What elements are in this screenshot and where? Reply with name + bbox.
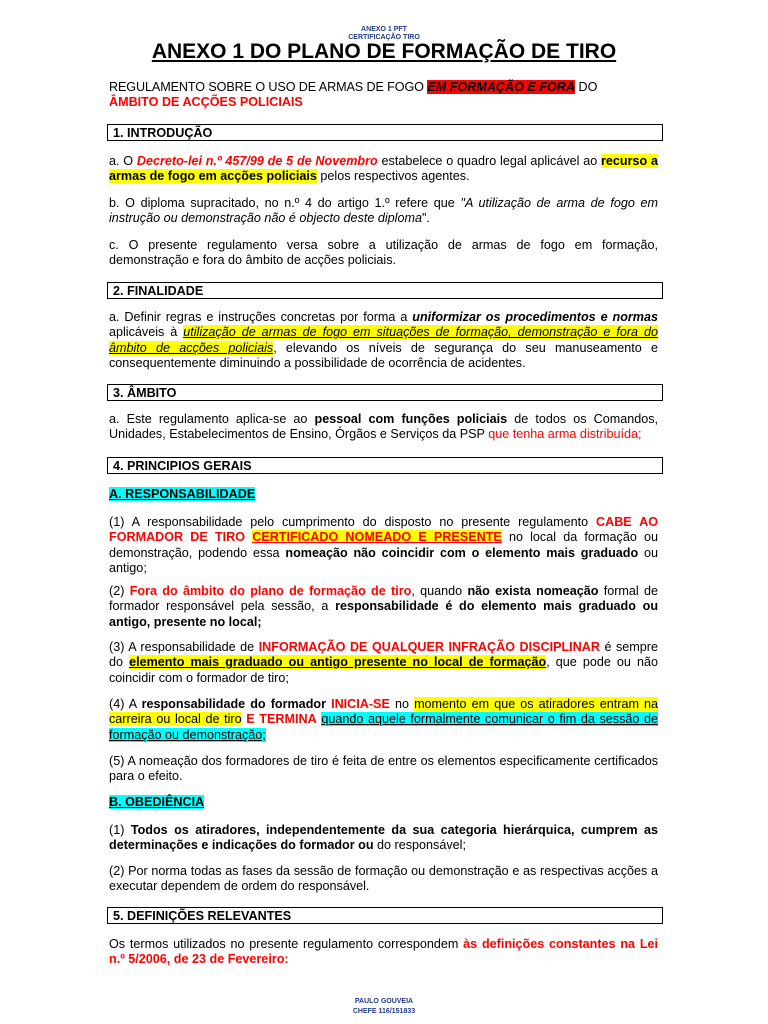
p2a-bold: uniformizar os procedimentos e normas: [412, 310, 658, 324]
p4a3-t1: (3) A responsabilidade de: [109, 640, 255, 654]
p4a4-red2: E TERMINA: [246, 712, 317, 727]
paragraph-2a: [109, 310, 658, 372]
p4a1-highlight: CERTIFICADO NOMEADO E PRESENTE: [252, 530, 502, 545]
p1b-t3: ".: [421, 211, 430, 226]
paragraph-1b: [109, 196, 658, 227]
p4b1-t1: (1): [109, 823, 125, 837]
p1a-decree: Decreto-lei n.º 457/99 de 5 de Novembro: [136, 154, 378, 168]
section-heading-ambito: 3. ÂMBITO: [107, 384, 663, 401]
p2a-t3: aplicáveis à: [109, 325, 178, 340]
p1a-t3: estabelece o quadro legal aplicável ao: [381, 154, 598, 168]
paragraph-4a1: [109, 515, 658, 577]
subheading-obediencia-text: B. OBEDIÊNCIA: [109, 795, 205, 809]
regulation-title-a: REGULAMENTO SOBRE O USO DE ARMAS DE FOGO: [109, 80, 424, 94]
section-heading-introducao: 1. INTRODUÇÃO: [107, 124, 663, 141]
p4a3-t3: é sempre do: [109, 640, 658, 670]
paragraph-4b2: (2) Por norma todas as fases da sessão de formação ou demonstração e as respectivas acções a executar dependem de ordem do responsável.: [109, 864, 658, 894]
p4b1-t3: do responsável;: [377, 838, 466, 853]
p4a2-red: Fora do âmbito do plano de formação de tiro: [129, 584, 412, 598]
p4a2-t3: , quando: [411, 584, 463, 598]
p4a4-highlight-yellow: momento em que os atiradores entram na carreira ou local de tiro: [109, 697, 659, 727]
paragraph-4a3: [109, 640, 658, 686]
paragraph-4b1: [109, 823, 658, 854]
p4b1-bold: Todos os atiradores, independentemente da sua categoria hierárquica, cumprem as determinações e indicações do formador ou: [109, 823, 658, 853]
p3a-t1: a. Este regulamento aplica-se ao: [109, 412, 308, 426]
p4a4-red: INICIA-SE: [331, 697, 390, 711]
p2a-t5: , elevando os níveis de segurança do seu manuseamento e consequentemente diminuindo a possibilidade de ocorrência de acidentes.: [109, 340, 658, 371]
paragraph-4a5: (5) A nomeação dos formadores de tiro é feita de entre os elementos especificamente certificados para o efeito.: [109, 754, 658, 784]
page-title: [0, 40, 768, 64]
p5-t1: Os termos utilizados no presente regulamento correspondem: [109, 937, 459, 951]
p2a-t1: a. Definir regras e instruções concretas por forma a: [109, 310, 408, 324]
p1b-t1: b. O diploma supracitado, no n.º 4 do artigo 1.º refere que: [109, 196, 455, 210]
footer-name: PAULO GOUVEIA: [354, 998, 414, 1005]
p3a-red: que tenha arma distribuída;: [488, 427, 642, 442]
p4a4-highlight-cyan: quando aquele formalmente comunicar o fim da sessão de formação ou demonstração;: [109, 712, 659, 742]
doc-header-line2: CERTIFICAÇÃO TIRO: [348, 34, 420, 41]
p1a-t5: pelos respectivos agentes.: [320, 169, 470, 184]
paragraph-1a: [109, 154, 658, 185]
p1a-highlight: recurso a armas de fogo em acções policiais: [109, 154, 659, 184]
p1a-t1: a. O: [109, 154, 134, 168]
p4a3-t5: , que pode ou não coincidir com o formador de tiro;: [109, 655, 658, 685]
paragraph-4a2: [109, 584, 658, 630]
p4a4-t1: (4) A: [109, 697, 137, 711]
section-heading-definicoes: 5. DEFINIÇÕES RELEVANTES: [107, 907, 663, 924]
p4a3-red: INFORMAÇÃO DE QUALQUER INFRAÇÃO DISCIPLINAR: [258, 640, 600, 654]
p5-red: às definições constantes na Lei n.º 5/2006, de 23 de Fevereiro:: [109, 937, 659, 967]
regulation-title-c: DO: [578, 80, 598, 94]
p3a-t3: de todos os Comandos, Unidades, Estabelecimentos de Ensino, Órgãos e Serviços da PSP: [109, 412, 659, 442]
p4a4-bold: responsabilidade do formador: [141, 697, 326, 711]
p4a2-bold2: responsabilidade é do elemento mais graduado ou antigo, presente no local;: [109, 599, 659, 629]
doc-header-line1: ANEXO 1 PFT: [361, 26, 407, 33]
p4a1-t6: ou antigo;: [109, 545, 658, 576]
p4a2-t1: (2): [109, 584, 125, 598]
p4a1-t1: (1) A responsabilidade pelo cumprimento do disposto no presente regulamento: [109, 515, 589, 529]
p3a-bold: pessoal com funções policiais: [314, 412, 508, 426]
regulation-title-d: ÂMBITO DE ACÇÕES POLICIAIS: [109, 95, 303, 110]
subheading-responsabilidade: [109, 487, 255, 502]
p4a3-highlight: elemento mais graduado ou antigo presente no local de formação: [129, 655, 547, 670]
paragraph-4a4: [109, 697, 658, 743]
p4a1-red: CABE AO FORMADOR DE TIRO: [109, 515, 659, 545]
page-title-text: ANEXO 1 DO PLANO DE FORMAÇÃO DE TIRO: [151, 40, 617, 63]
subheading-responsabilidade-text: A. RESPONSABILIDADE: [109, 487, 256, 501]
p4a4-t4: no: [394, 697, 409, 711]
footer-id: CHEFE 116/151833: [352, 1008, 416, 1015]
p4a1-bold: nomeação não coincidir com o elemento mais graduado: [285, 545, 639, 560]
section-heading-finalidade: 2. FINALIDADE: [107, 282, 663, 299]
p4a2-bold: não exista nomeação: [467, 584, 599, 598]
regulation-title: [109, 80, 658, 111]
paragraph-5: [109, 937, 658, 968]
section-heading-principios: 4. PRINCIPIOS GERAIS: [107, 457, 663, 474]
paragraph-1c: c. O presente regulamento versa sobre a utilização de armas de fogo em formação, demonstração e fora do âmbito de acções policiais.: [109, 238, 658, 268]
p2a-highlight: utilização de armas de fogo em situações de formação, demonstração e fora do âmbito de acções policiais: [109, 325, 658, 355]
paragraph-3a: [109, 412, 658, 443]
p4a1-t4: no local da formação ou demonstração, podendo essa: [109, 530, 659, 560]
p4a2-t5: formal de formador responsável pela sessão, a: [109, 584, 659, 614]
p1b-quote: "A utilização de arma de fogo em instrução ou demonstração não é objecto deste diploma: [109, 196, 658, 226]
subheading-obediencia: [109, 795, 204, 810]
regulation-title-b: EM FORMAÇÃO E FORA: [427, 80, 575, 94]
